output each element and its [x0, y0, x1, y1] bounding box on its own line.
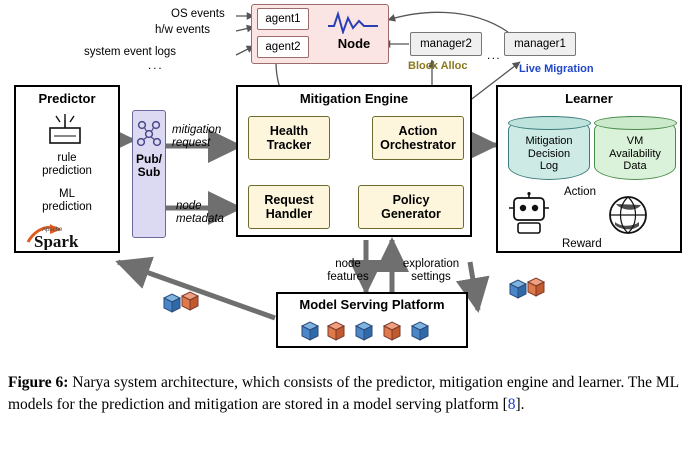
caption-label: Figure 6: [8, 374, 69, 391]
exploration-settings-line2: settings [411, 271, 451, 284]
figure-caption [8, 372, 688, 416]
top-ellipsis: ... [148, 60, 164, 72]
os-events-label: OS events [171, 8, 225, 20]
caption-tail: ]. [515, 396, 525, 413]
db1-line2: Decision [527, 147, 571, 160]
svg-text:Spark: Spark [34, 232, 79, 250]
pubsub-nodes-icon [134, 117, 164, 147]
learner-title: Learner [565, 91, 613, 106]
caption-text: Narya system architecture, which consists of the predictor, mitigation engine and learner. The ML models for the prediction and mitigation are stored in a model serving platform [ [8, 374, 679, 413]
pubsub-label-line2: Sub [137, 164, 161, 179]
request-handler-line2: Handler [265, 207, 313, 221]
mitigation-decision-log-db[interactable] [508, 116, 590, 180]
cube-cluster-icon [506, 272, 554, 304]
predictor-title: Predictor [38, 91, 96, 106]
agent1-label: agent1 [265, 13, 301, 25]
mitigation-request-line2: request [172, 137, 211, 150]
reward-label: Reward [562, 238, 602, 250]
health-tracker-line1: Health [269, 124, 309, 138]
action-orchestrator-line2: Orchestrator [380, 138, 456, 152]
node-metadata-label [176, 200, 224, 226]
cube-cluster-icon [160, 286, 208, 318]
robot-icon [508, 192, 554, 238]
action-label: Action [564, 186, 596, 198]
spark-logo-icon [20, 220, 114, 250]
ml-prediction-label [22, 188, 112, 214]
request-handler-box[interactable] [248, 185, 330, 229]
ml-prediction-line2: prediction [42, 201, 92, 214]
ml-prediction-line1: ML [59, 188, 75, 200]
exploration-settings-line1: exploration [402, 258, 460, 270]
cube-cluster-icon [296, 316, 450, 344]
action-orchestrator-box[interactable] [372, 116, 464, 160]
manager2-box[interactable] [410, 32, 482, 56]
mitigation-request-line1: mitigation [172, 124, 222, 136]
agent2-box[interactable] [257, 36, 309, 58]
db1-line3: Log [539, 160, 559, 173]
manager1-label: manager1 [514, 38, 566, 50]
db2-line3: Data [623, 160, 647, 173]
agent1-box[interactable] [257, 8, 309, 30]
node-metadata-line2: metadata [176, 213, 224, 226]
db2-line1: VM [626, 135, 644, 148]
manager1-box[interactable] [504, 32, 576, 56]
caption-citation[interactable]: 8 [507, 396, 516, 413]
rule-prediction-line1: rule [57, 152, 77, 164]
agent2-label: agent2 [265, 41, 301, 53]
live-migration-label: Live Migration [519, 63, 594, 75]
block-alloc-label: Block Alloc [408, 60, 468, 72]
system-event-logs-label: system event logs [84, 46, 177, 58]
node-metadata-line1: node [176, 200, 202, 212]
node-features-line1: node [335, 258, 361, 270]
request-handler-line1: Request [264, 193, 314, 207]
db1-line1: Mitigation [525, 135, 573, 148]
node-label: Node [337, 36, 371, 51]
vm-availability-data-db[interactable] [594, 116, 676, 180]
node-features-label [320, 258, 376, 284]
pubsub-bus[interactable] [132, 110, 166, 238]
managers-ellipsis: ... [487, 50, 502, 62]
pubsub-label-line1: Pub/ [136, 152, 162, 166]
node-features-line2: features [327, 271, 369, 284]
health-tracker-box[interactable] [248, 116, 330, 160]
waveform-icon [326, 8, 380, 34]
db-cap [594, 116, 677, 130]
svg-text:Apache: Apache [42, 227, 63, 233]
hw-events-label: h/w events [155, 24, 210, 36]
policy-generator-box[interactable] [358, 185, 464, 229]
db-cap [508, 116, 591, 130]
health-tracker-line2: Tracker [266, 138, 312, 152]
mitigation-engine-title: Mitigation Engine [299, 91, 409, 106]
sensor-icon [36, 112, 96, 146]
model-serving-title: Model Serving Platform [299, 297, 445, 312]
policy-generator-line2: Generator [381, 207, 441, 221]
exploration-settings-label [394, 258, 468, 284]
globe-icon [606, 192, 652, 238]
policy-generator-line1: Policy [392, 193, 430, 207]
mitigation-request-label [172, 124, 221, 150]
manager2-label: manager2 [420, 38, 472, 50]
rule-prediction-label [22, 152, 112, 178]
db2-line2: Availability [609, 147, 661, 160]
action-orchestrator-line1: Action [398, 124, 438, 138]
rule-prediction-line2: prediction [42, 165, 92, 178]
